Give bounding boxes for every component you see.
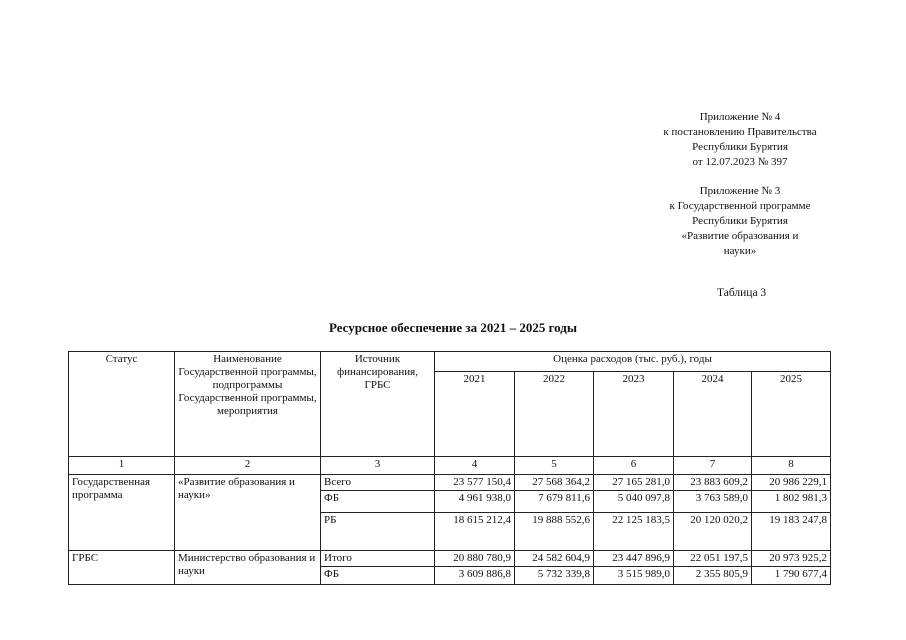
value-cell: 20 986 229,1 bbox=[752, 475, 831, 491]
header-year: 2021 bbox=[435, 372, 515, 457]
header-year: 2022 bbox=[515, 372, 594, 457]
index-row bbox=[69, 457, 831, 475]
value-cell: 20 880 780,9 bbox=[435, 551, 515, 567]
document-title: Ресурсное обеспечение за 2021 – 2025 годы bbox=[328, 320, 578, 335]
source-cell: РБ bbox=[321, 513, 435, 551]
value-cell: 1 790 677,4 bbox=[752, 567, 831, 585]
index-cell: 2 bbox=[175, 457, 321, 475]
value-cell: 27 165 281,0 bbox=[594, 475, 674, 491]
annex-3-line: «Развитие образования и bbox=[681, 230, 799, 242]
status-cell: Государственная программа bbox=[69, 475, 175, 551]
value-cell: 3 515 989,0 bbox=[594, 567, 674, 585]
value-cell: 23 577 150,4 bbox=[435, 475, 515, 491]
annex-4-line: Приложение № 4 bbox=[699, 111, 781, 123]
annex-4-line: от 12.07.2023 № 397 bbox=[692, 156, 788, 168]
index-cell: 1 bbox=[69, 457, 175, 475]
annex-3-line: Республики Бурятия bbox=[692, 215, 788, 227]
index-cell: 3 bbox=[321, 457, 435, 475]
header-year: 2024 bbox=[674, 372, 752, 457]
source-cell: ФБ bbox=[321, 567, 435, 585]
annex-4-line: к постановлению Правительства bbox=[663, 126, 817, 138]
source-cell: Итого bbox=[321, 551, 435, 567]
index-cell: 7 bbox=[674, 457, 752, 475]
source-cell: ФБ bbox=[321, 491, 435, 513]
header-estimate: Оценка расходов (тыс. руб.), годы bbox=[435, 352, 831, 372]
resource-table bbox=[68, 351, 831, 585]
annex-3-line: Приложение № 3 bbox=[699, 185, 781, 197]
annex-3-line: к Государственной программе bbox=[669, 200, 811, 212]
value-cell: 3 609 886,8 bbox=[435, 567, 515, 585]
name-cell: Министерство образования и науки bbox=[175, 551, 321, 585]
value-cell: 4 961 938,0 bbox=[435, 491, 515, 513]
value-cell: 19 183 247,8 bbox=[752, 513, 831, 551]
value-cell: 1 802 981,3 bbox=[752, 491, 831, 513]
index-cell: 5 bbox=[515, 457, 594, 475]
annex-3-header bbox=[640, 184, 840, 259]
status-cell: ГРБС bbox=[69, 551, 175, 585]
source-cell: Всего bbox=[321, 475, 435, 491]
annex-3-line: науки» bbox=[723, 245, 757, 257]
header-name: Наименование Государственной программы, подпрограммы Государственной программы, мероприятия bbox=[175, 352, 321, 457]
header-status: Статус bbox=[69, 352, 175, 457]
header-source: Источник финансирования, ГРБС bbox=[321, 352, 435, 457]
index-cell: 6 bbox=[594, 457, 674, 475]
index-cell: 8 bbox=[752, 457, 831, 475]
index-cell: 4 bbox=[435, 457, 515, 475]
name-cell: «Развитие образования и науки» bbox=[175, 475, 321, 551]
table-number: Таблица 3 bbox=[717, 287, 767, 299]
value-cell: 7 679 811,6 bbox=[515, 491, 594, 513]
value-cell: 5 732 339,8 bbox=[515, 567, 594, 585]
table-row bbox=[69, 475, 831, 491]
value-cell: 22 125 183,5 bbox=[594, 513, 674, 551]
value-cell: 20 120 020,2 bbox=[674, 513, 752, 551]
value-cell: 18 615 212,4 bbox=[435, 513, 515, 551]
value-cell: 22 051 197,5 bbox=[674, 551, 752, 567]
value-cell: 3 763 589,0 bbox=[674, 491, 752, 513]
value-cell: 27 568 364,2 bbox=[515, 475, 594, 491]
header-year: 2023 bbox=[594, 372, 674, 457]
header-year: 2025 bbox=[752, 372, 831, 457]
value-cell: 20 973 925,2 bbox=[752, 551, 831, 567]
annex-4-line: Республики Бурятия bbox=[692, 141, 788, 153]
value-cell: 2 355 805,9 bbox=[674, 567, 752, 585]
value-cell: 23 447 896,9 bbox=[594, 551, 674, 567]
value-cell: 5 040 097,8 bbox=[594, 491, 674, 513]
value-cell: 23 883 609,2 bbox=[674, 475, 752, 491]
annex-4-header bbox=[640, 110, 840, 170]
value-cell: 24 582 604,9 bbox=[515, 551, 594, 567]
table-row bbox=[69, 551, 831, 567]
value-cell: 19 888 552,6 bbox=[515, 513, 594, 551]
